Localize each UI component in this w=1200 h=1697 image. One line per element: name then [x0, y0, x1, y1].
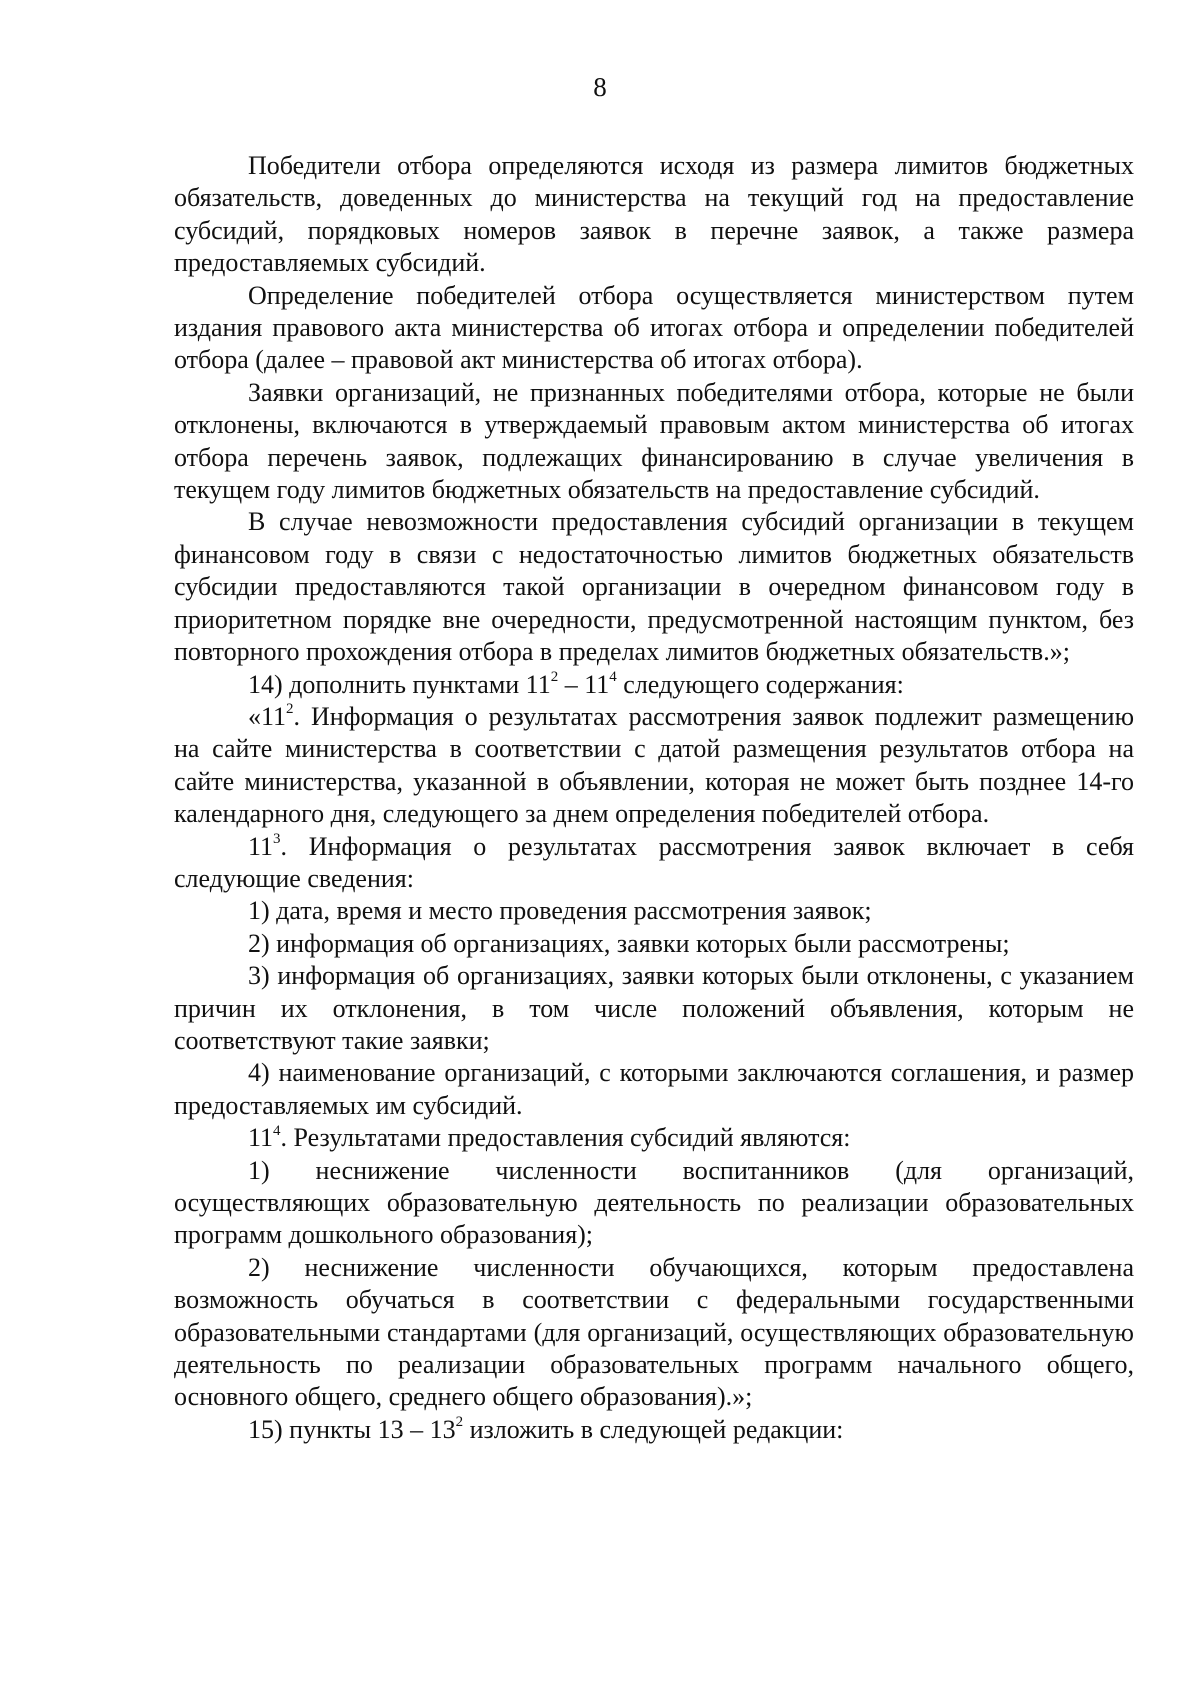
paragraph: [174, 669, 1134, 701]
paragraph: [174, 701, 1134, 831]
paragraph: [174, 280, 1134, 377]
text-run: 1) дата, время и место проведения рассмотрения заявок;: [248, 896, 872, 926]
superscript: 4: [273, 1122, 281, 1139]
text-run: изложить в следующей редакции:: [463, 1414, 844, 1444]
superscript: 3: [273, 830, 281, 847]
paragraph: [174, 1155, 1134, 1252]
paragraph: [174, 831, 1134, 896]
document-body: [174, 150, 1134, 1446]
text-run: Заявки организаций, не признанных победителями отбора, которые не были отклонены, включаются в утверждаемый правовым актом министерства об итогах отбора перечень заявок, подлежащих финансированию в случае увеличения в текущем году лимитов бюджетных обязательств на предоставление субсидий.: [174, 377, 1134, 505]
text-run: В случае невозможности предоставления субсидий организации в текущем финансовом году в связи с недостаточностью лимитов бюджетных обязательств субсидии предоставляются такой организации в очередном финансовом году в приоритетном порядке вне очередности, предусмотренной настоящим пунктом, без повторного прохождения отбора в пределах лимитов бюджетных обязательств.»;: [174, 507, 1134, 667]
text-run: 3) информация об организациях, заявки которых были отклонены, с указанием причин их отклонения, в том числе положений объявления, которым не соответствуют такие заявки;: [174, 961, 1134, 1055]
page-number: 8: [593, 72, 607, 102]
text-run: 11: [248, 1123, 274, 1153]
text-run: следующего содержания:: [616, 669, 904, 699]
text-run: 2) неснижение численности обучающихся, которым предоставлена возможность обучаться в соответствии с федеральными государственными образовательными стандартами (для организаций, осуществляющих образовательную деятельность по реализации образовательных программ начального общего, основного общего, среднего общего образования).»;: [174, 1252, 1134, 1412]
superscript: 4: [609, 668, 617, 685]
text-run: – 11: [558, 669, 610, 699]
paragraph: [174, 1252, 1134, 1414]
paragraph: [174, 1057, 1134, 1122]
paragraph: [174, 928, 1134, 960]
paragraph: [174, 377, 1134, 507]
paragraph: [174, 895, 1134, 927]
text-run: 1) неснижение численности воспитанников (для организаций, осуществляющих образовательную деятельность по реализации образовательных программ дошкольного образования);: [174, 1155, 1134, 1250]
paragraph: [174, 960, 1134, 1057]
text-run: 14) дополнить пунктами 11: [248, 669, 551, 699]
paragraph: [174, 506, 1134, 668]
paragraph: [174, 150, 1134, 280]
text-run: Победители отбора определяются исходя из размера лимитов бюджетных обязательств, доведенных до министерства на текущий год на предоставление субсидий, порядковых номеров заявок в перечне заявок, а также размера предоставляемых субсидий.: [174, 151, 1134, 278]
paragraph: [174, 1414, 1134, 1446]
text-run: 11: [248, 831, 274, 861]
text-run: . Информация о результатах рассмотрения заявок включает в себя следующие сведения:: [174, 831, 1134, 893]
text-run: . Результатами предоставления субсидий являются:: [280, 1123, 851, 1153]
text-run: 4) наименование организаций, с которыми заключаются соглашения, и размер предоставляемых им субсидий.: [174, 1058, 1134, 1120]
superscript: 2: [455, 1414, 464, 1431]
paragraph: [174, 1122, 1134, 1154]
superscript: 2: [286, 701, 294, 718]
text-run: Определение победителей отбора осуществляется министерством путем издания правового акта министерства об итогах отбора и определении победителей отбора (далее – правовой акт министерства об итогах отбора).: [174, 280, 1134, 375]
text-run: 15) пункты 13 – 13: [248, 1414, 456, 1444]
text-run: 2) информация об организациях, заявки которых были рассмотрены;: [248, 928, 1010, 958]
text-run: «11: [248, 701, 287, 731]
text-run: . Информация о результатах рассмотрения заявок подлежит размещению на сайте министерства в соответствии с датой размещения результатов отбора на сайте министерства, указанной в объявлении, которая не может быть позднее 14-го календарного дня, следующего за днем определения победителей отбора.: [174, 701, 1134, 829]
superscript: 2: [550, 668, 559, 685]
